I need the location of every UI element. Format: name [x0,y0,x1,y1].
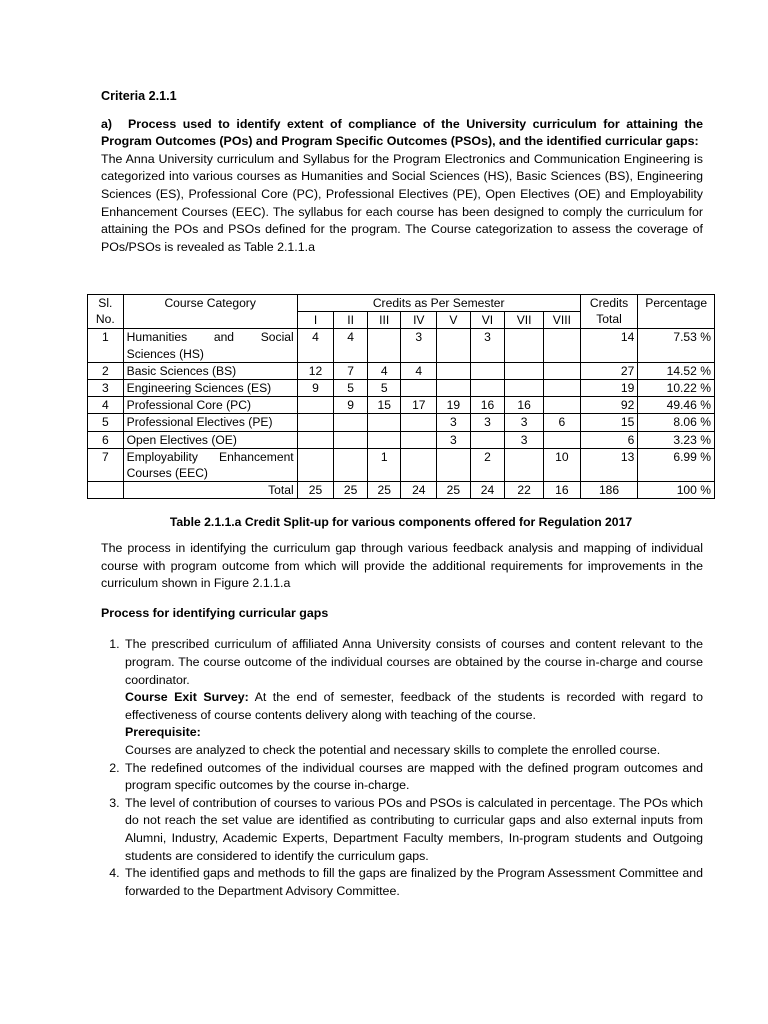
row-percentage-cell: 49.46 % [638,397,715,414]
row-sl-cell: 2 [88,362,124,379]
total-credits-cell: 186 [580,482,638,499]
row-total-cell: 13 [580,448,638,481]
row-sem-cell: 10 [544,448,581,481]
row-sem-cell [334,414,368,431]
header-sem-v: V [437,312,471,329]
header-sem-ii: II [334,312,368,329]
row-percentage-cell: 10.22 % [638,380,715,397]
table-row [88,329,715,362]
row-sem-cell: 2 [470,448,505,481]
process-steps-list [101,636,703,900]
row-sem-cell [437,362,471,379]
row-sem-cell [367,414,401,431]
table-row [88,448,715,481]
row-sl-cell: 5 [88,414,124,431]
row-sem-cell [505,448,544,481]
row-sem-cell [544,380,581,397]
row-sem-cell [297,397,334,414]
table-row [88,431,715,448]
row-sem-cell: 6 [544,414,581,431]
row-category-cell: Open Electives (OE) [123,431,297,448]
step-item [123,636,703,759]
row-percentage-cell: 3.23 % [638,431,715,448]
total-sem-cell: 25 [334,482,368,499]
row-sem-cell: 3 [470,414,505,431]
table-caption: Table 2.1.1.a Credit Split-up for various components offered for Regulation 2017 [169,515,633,529]
table-row [88,380,715,397]
step-1-text: 1. The prescribed curriculum of affiliated Anna University consists of courses and content relevant to the program. The course outcome of the individual courses are obtained by the course in-charge and course coordinator. [125,637,703,687]
course-exit-label: Course Exit Survey: [125,690,249,705]
row-sem-cell: 1 [367,448,401,481]
row-category-cell: Employability Enhancement Courses (EEC) [123,448,297,481]
row-sem-cell: 15 [367,397,401,414]
row-sem-cell [437,448,471,481]
header-credits-per-semester: Credits as Per Semester [297,295,580,312]
header-sem-vii: VII [505,312,544,329]
row-sem-cell [544,362,581,379]
header-course-category: Course Category [123,295,297,329]
row-sem-cell: 16 [505,397,544,414]
row-sem-cell [505,362,544,379]
header-sem-vi: VI [470,312,505,329]
row-total-cell: 15 [580,414,638,431]
header-sem-i: I [297,312,334,329]
row-sem-cell: 4 [401,362,437,379]
row-sem-cell [297,414,334,431]
step-4-text: The identified gaps and methods to fill the gaps are finalized by the Program Assessment Committee and forwarded to the Department Advisory Committee. [125,866,703,898]
row-sem-cell: 4 [367,362,401,379]
row-sem-cell [437,380,471,397]
row-sem-cell [367,329,401,362]
header-sem-iii: III [367,312,401,329]
row-sem-cell [401,414,437,431]
row-sem-cell: 16 [470,397,505,414]
row-total-cell: 6 [580,431,638,448]
total-sem-cell: 25 [437,482,471,499]
header-credits-total: Credits Total [580,295,638,329]
table-total-row [88,482,715,499]
row-sl-cell: 1 [88,329,124,362]
row-sem-cell [544,397,581,414]
row-sem-cell: 7 [334,362,368,379]
row-total-cell: 19 [580,380,638,397]
row-sem-cell: 4 [297,329,334,362]
step-3-text: The level of contribution of courses to various POs and PSOs is calculated in percentage. The POs which do not reach the set value are identified as contributing to curricular gaps and also external inputs from Alumni, Industry, Academic Experts, Department Faculty members, In-program students and Outgoing students are considered to identify the curriculum gaps. [125,795,703,863]
row-sem-cell [470,431,505,448]
row-sem-cell [470,380,505,397]
row-sem-cell: 17 [401,397,437,414]
total-sem-cell: 16 [544,482,581,499]
row-sem-cell [505,380,544,397]
step-2-text: The redefined outcomes of the individual courses are mapped with the defined program outcomes and program specific outcomes by the course in-charge. [125,760,703,793]
section-a-label: a) [101,116,113,131]
criteria-title: Criteria 2.1.1 [101,89,177,103]
row-sem-cell: 9 [334,397,368,414]
total-sem-cell: 24 [401,482,437,499]
row-category-cell: Engineering Sciences (ES) [123,380,297,397]
row-sem-cell: 3 [505,431,544,448]
row-sem-cell [401,380,437,397]
total-label: Total [123,482,297,499]
total-sem-cell: 22 [505,482,544,499]
row-sem-cell: 3 [470,329,505,362]
gap-intro-paragraph: The process in identifying the curriculum gap through various feedback analysis and mapping of individual course with program outcome from which will provide the additional requirements for improvements in the curriculum shown in Figure 2.1.1.a [101,541,703,591]
row-sem-cell [334,431,368,448]
row-percentage-cell: 8.06 % [638,414,715,431]
section-a-body: The Anna University curriculum and Syllabus for the Program Electronics and Communication Engineering is categorized into various courses as Humanities and Social Sciences (HS), Basic Sciences (BS), Engineering Sciences (ES), Professional Core (PC), Professional Electives (PE), Open Electives (OE) and Employability Enhancement Courses (EEC). The syllabus for each course has been designed to comply the curriculum for attaining the POs and PSOs defined for the program. The Course categorization to assess the coverage of POs/PSOs is revealed as Table 2.1.1.a [101,151,703,254]
row-sem-cell: 3 [401,329,437,362]
row-category-cell: Humanities and Social Sciences (HS) [123,329,297,362]
row-category-cell: Basic Sciences (BS) [123,362,297,379]
row-percentage-cell: 14.52 % [638,362,715,379]
header-sem-viii: VIII [544,312,581,329]
row-total-cell: 92 [580,397,638,414]
row-percentage-cell: 6.99 % [638,448,715,481]
row-sem-cell: 3 [437,414,471,431]
document-page [101,88,703,256]
row-sl-cell: 7 [88,448,124,481]
header-percentage: Percentage [638,295,715,329]
row-sem-cell: 3 [505,414,544,431]
table-row [88,362,715,379]
row-total-cell: 27 [580,362,638,379]
row-sem-cell [505,329,544,362]
row-category-cell: Professional Core (PC) [123,397,297,414]
step-item [123,760,703,795]
section-a-heading: Process used to identify extent of compliance of the University curriculum for attaining the Program Outcomes (POs) and Program Specific Outcomes (PSOs), and the identified curricular gaps: [101,116,703,149]
table-row [88,414,715,431]
row-sem-cell [334,448,368,481]
lower-section [101,540,703,900]
step-item [123,865,703,900]
prerequisite-label: Prerequisite: [125,725,201,740]
step-item [123,795,703,865]
row-sem-cell [297,448,334,481]
total-sl-cell [88,482,124,499]
table-body [88,329,715,482]
total-sem-cell: 24 [470,482,505,499]
credit-split-table [87,294,715,499]
row-category-cell: Professional Electives (PE) [123,414,297,431]
table-row [88,397,715,414]
section-a-heading-paragraph [101,116,703,151]
total-sem-cell: 25 [367,482,401,499]
row-sem-cell: 9 [297,380,334,397]
total-sem-cell: 25 [297,482,334,499]
row-percentage-cell: 7.53 % [638,329,715,362]
process-title: Process for identifying curricular gaps [101,605,329,620]
row-sem-cell [470,362,505,379]
course-exit-survey [125,689,703,724]
row-sem-cell: 5 [367,380,401,397]
row-sem-cell [401,431,437,448]
row-sem-cell [544,329,581,362]
header-sl-no: Sl. No. [88,295,124,329]
header-sem-iv: IV [401,312,437,329]
row-sem-cell [544,431,581,448]
row-sem-cell [297,431,334,448]
row-sem-cell [367,431,401,448]
prerequisite-text: Courses are analyzed to check the potential and necessary skills to complete the enrolled course. [125,742,661,757]
row-sem-cell: 3 [437,431,471,448]
course-exit-text: At the end of semester, feedback of the students is recorded with regard to effectiveness of course contents delivery along with teaching of the course. [125,690,703,722]
total-percentage-cell: 100 % [638,482,715,499]
row-sem-cell: 5 [334,380,368,397]
row-sem-cell: 12 [297,362,334,379]
row-sem-cell: 19 [437,397,471,414]
row-sem-cell [437,329,471,362]
row-total-cell: 14 [580,329,638,362]
row-sem-cell [401,448,437,481]
row-sl-cell: 4 [88,397,124,414]
row-sl-cell: 6 [88,431,124,448]
row-sem-cell: 4 [334,329,368,362]
row-sl-cell: 3 [88,380,124,397]
